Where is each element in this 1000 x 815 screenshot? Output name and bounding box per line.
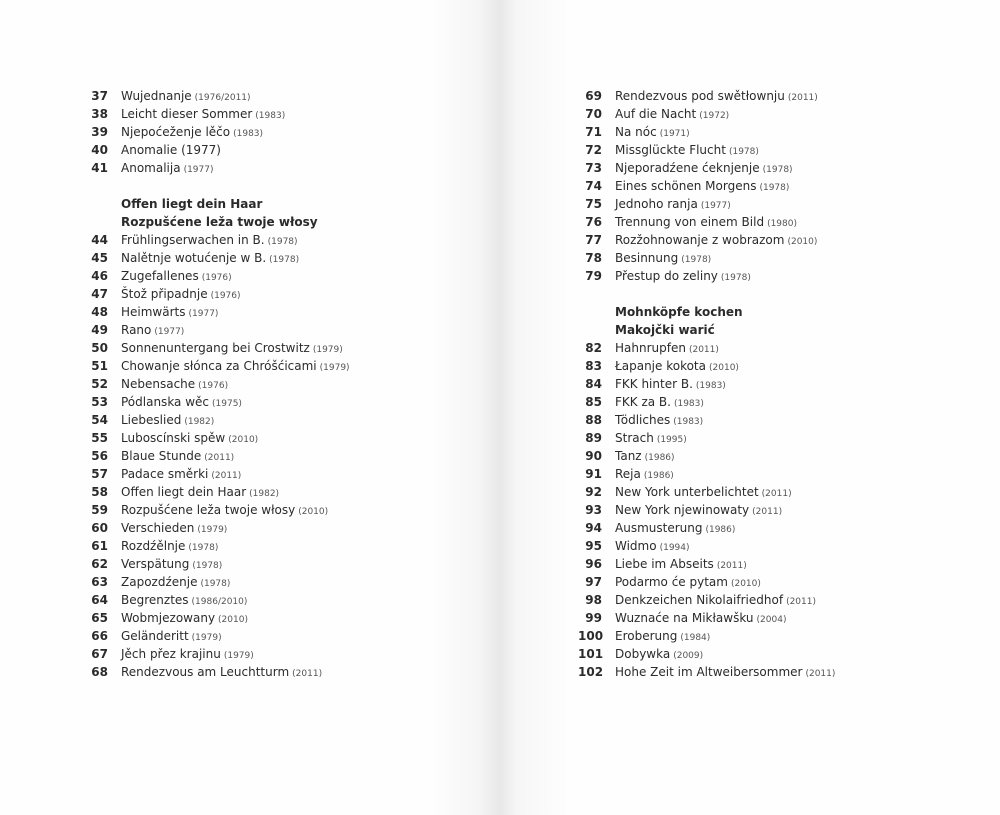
section-heading: Offen liegt dein Haar xyxy=(121,197,263,211)
entry-title: Rendezvous pod swětłownju xyxy=(615,89,785,103)
toc-entry xyxy=(578,447,835,465)
page-number: 61 xyxy=(91,539,108,553)
entry-title: Rozpušćene leža twoje włosy xyxy=(121,503,296,517)
entry-year: (1982) xyxy=(184,417,215,427)
toc-entry xyxy=(578,393,835,411)
toc-entry xyxy=(84,303,350,321)
right-page xyxy=(500,0,1000,815)
page-number: 73 xyxy=(585,161,602,175)
toc-left-column xyxy=(84,87,350,681)
entry-year: (1980) xyxy=(767,219,797,229)
entry-title: Denkzeichen Nikolaifriedhof xyxy=(615,593,784,607)
toc-entry xyxy=(84,663,350,681)
toc-entry xyxy=(84,105,350,123)
entry-title: New York njewinowaty xyxy=(615,503,750,517)
entry-title: FKK za B. xyxy=(615,395,671,409)
entry-year: (2011) xyxy=(716,561,747,571)
entry-title: Hahnrupfen xyxy=(615,341,686,355)
toc-entry xyxy=(578,555,835,573)
toc-entry xyxy=(84,591,350,609)
toc-entry xyxy=(84,375,350,393)
entry-year: (2010) xyxy=(730,579,761,589)
page-number: 89 xyxy=(585,431,602,445)
toc-entry xyxy=(578,627,835,645)
toc-entry xyxy=(578,249,835,267)
page-number: 70 xyxy=(585,107,602,121)
toc-entry xyxy=(84,447,350,465)
page-number: 49 xyxy=(91,323,108,337)
toc-entry xyxy=(578,663,835,681)
page-number: 78 xyxy=(585,251,602,265)
toc-entry xyxy=(578,483,835,501)
toc-entry xyxy=(578,159,835,177)
entry-title: Anomalija xyxy=(121,161,181,175)
entry-title: Eines schönen Morgens xyxy=(615,179,757,193)
entry-title: Auf die Nacht xyxy=(615,107,697,121)
entry-title: Begrenztes xyxy=(121,593,189,607)
toc-entry xyxy=(578,465,835,483)
entry-year: (1978) xyxy=(728,147,759,157)
toc-entry xyxy=(84,483,350,501)
toc-entry xyxy=(578,123,835,141)
entry-year: (1982) xyxy=(249,489,280,499)
entry-year: (1978) xyxy=(192,561,223,571)
entry-year: (2010) xyxy=(298,507,329,517)
page-number: 51 xyxy=(91,359,108,373)
toc-entry xyxy=(578,411,835,429)
entry-year: (1983) xyxy=(673,417,704,427)
entry-year: (2011) xyxy=(204,453,235,463)
entry-title: Hohe Zeit im Altweibersommer xyxy=(615,665,803,679)
page-number: 90 xyxy=(585,449,602,463)
entry-title: Rozdźělnje xyxy=(121,539,186,553)
toc-entry xyxy=(578,573,835,591)
entry-year: (2009) xyxy=(673,651,704,661)
page-number: 100 xyxy=(578,629,604,643)
toc-entry xyxy=(578,141,835,159)
entry-year: (1978) xyxy=(267,237,298,247)
entry-year: (1976) xyxy=(201,273,232,283)
toc-entry xyxy=(84,267,350,285)
entry-title: Liebe im Abseits xyxy=(615,557,714,571)
toc-entry xyxy=(578,213,835,231)
page-number: 71 xyxy=(585,125,602,139)
entry-year: (1976) xyxy=(198,381,229,391)
page-number: 44 xyxy=(91,233,108,247)
entry-year: (1978) xyxy=(762,165,793,175)
toc-entry xyxy=(578,231,835,249)
toc-entry xyxy=(84,429,350,447)
page-number: 91 xyxy=(585,467,602,481)
entry-title: Sonnenuntergang bei Crostwitz xyxy=(121,341,310,355)
entry-title: Rendezvous am Leuchtturm xyxy=(121,665,290,679)
entry-year: (2004) xyxy=(756,615,787,625)
section-spacer xyxy=(578,285,835,303)
entry-title: Jednoho ranja xyxy=(615,197,698,211)
page-number: 48 xyxy=(91,305,108,319)
entry-title: Wujednanje xyxy=(121,89,192,103)
page-number: 62 xyxy=(91,557,108,571)
page-number: 83 xyxy=(585,359,602,373)
entry-year: (1979) xyxy=(191,633,222,643)
toc-entry xyxy=(84,573,350,591)
entry-year: (1978) xyxy=(269,255,300,265)
toc-entry xyxy=(84,609,350,627)
entry-year: (1978) xyxy=(188,543,219,553)
page-number: 46 xyxy=(91,269,108,283)
entry-title: Pódlanska wěc xyxy=(121,395,210,409)
entry-year: (1986) xyxy=(644,453,675,463)
toc-entry xyxy=(578,375,835,393)
page-number: 76 xyxy=(585,215,602,229)
page-number: 47 xyxy=(91,287,108,301)
page-number: 39 xyxy=(91,125,108,139)
entry-title: Njepoćeženje lěčo xyxy=(121,125,231,139)
toc-right-column xyxy=(578,87,835,681)
page-number: 63 xyxy=(91,575,108,589)
entry-year: (1975) xyxy=(212,399,242,409)
page-number: 60 xyxy=(91,521,108,535)
page-number: 37 xyxy=(91,89,108,103)
toc-entry xyxy=(84,141,350,159)
page-number: 96 xyxy=(585,557,602,571)
entry-title: Heimwärts xyxy=(121,305,186,319)
entry-year: (1978) xyxy=(720,273,751,283)
entry-year: (1984) xyxy=(680,633,711,643)
entry-title: Zapozdźenje xyxy=(121,575,198,589)
entry-year: (2011) xyxy=(688,345,719,355)
page-number: 54 xyxy=(91,413,108,427)
page-number: 59 xyxy=(91,503,108,517)
entry-title: Besinnung xyxy=(615,251,679,265)
entry-title: Strach xyxy=(615,431,654,445)
page-number: 66 xyxy=(91,629,108,643)
entry-year: (1983) xyxy=(673,399,704,409)
entry-year: (2011) xyxy=(292,669,323,679)
entry-title: New York unterbelichtet xyxy=(615,485,759,499)
entry-title: Łapanje kokota xyxy=(615,359,706,373)
entry-year: (1994) xyxy=(659,543,690,553)
page-number: 40 xyxy=(91,143,108,157)
entry-title: Widmo xyxy=(615,539,657,553)
entry-year: (1976/2011) xyxy=(194,93,251,103)
entry-year: (1972) xyxy=(699,111,730,121)
entry-title: Jěch přez krajinu xyxy=(121,647,221,661)
entry-title: Anomalie (1977) xyxy=(121,143,221,157)
entry-title: Padace směrki xyxy=(121,467,209,481)
entry-year: (1986) xyxy=(643,471,674,481)
entry-title: Zugefallenes xyxy=(121,269,199,283)
page-number: 41 xyxy=(91,161,108,175)
page-number: 102 xyxy=(578,665,604,679)
entry-year: (2010) xyxy=(218,615,248,625)
page-number: 101 xyxy=(578,647,604,661)
entry-year: (1971) xyxy=(659,129,690,139)
entry-title: Offen liegt dein Haar xyxy=(121,485,247,499)
toc-entry xyxy=(578,267,835,285)
entry-year: (1978) xyxy=(681,255,712,265)
toc-entry xyxy=(84,393,350,411)
entry-year: (1977) xyxy=(183,165,214,175)
entry-year: (1979) xyxy=(312,345,343,355)
toc-entry xyxy=(84,501,350,519)
entry-title: Tödliches xyxy=(615,413,671,427)
entry-year: (1983) xyxy=(695,381,726,391)
entry-title: Njeporadźene ćeknjenje xyxy=(615,161,760,175)
page-number: 64 xyxy=(91,593,108,607)
toc-entry xyxy=(578,429,835,447)
page-number: 75 xyxy=(585,197,602,211)
entry-year: (1977) xyxy=(154,327,185,337)
toc-entry xyxy=(578,339,835,357)
entry-year: (2010) xyxy=(709,363,739,373)
toc-entry xyxy=(84,159,350,177)
entry-title: Luboscínski spěw xyxy=(121,431,226,445)
toc-entry xyxy=(84,339,350,357)
entry-year: (1983) xyxy=(255,111,286,121)
entry-title: Liebeslied xyxy=(121,413,182,427)
entry-year: (1977) xyxy=(188,309,219,319)
entry-year: (1979) xyxy=(223,651,254,661)
page-number: 55 xyxy=(91,431,108,445)
page-number: 58 xyxy=(91,485,108,499)
page-number: 95 xyxy=(585,539,602,553)
toc-entry xyxy=(578,105,835,123)
page-number: 82 xyxy=(585,341,602,355)
entry-title: Trennung von einem Bild xyxy=(615,215,765,229)
toc-entry xyxy=(84,519,350,537)
entry-title: Verschieden xyxy=(121,521,195,535)
toc-entry xyxy=(578,645,835,663)
toc-entry xyxy=(578,519,835,537)
entry-year: (1977) xyxy=(700,201,731,211)
page-number: 57 xyxy=(91,467,108,481)
entry-year: (1983) xyxy=(233,129,264,139)
toc-entry xyxy=(578,357,835,375)
page-number: 93 xyxy=(585,503,602,517)
entry-title: Rozžohnowanje z wobrazom xyxy=(615,233,785,247)
entry-title: Eroberung xyxy=(615,629,678,643)
entry-year: (1986) xyxy=(705,525,736,535)
toc-entry xyxy=(578,609,835,627)
entry-title: Nebensache xyxy=(121,377,196,391)
page-number: 68 xyxy=(91,665,108,679)
entry-title: Tanz xyxy=(615,449,642,463)
entry-year: (2011) xyxy=(786,597,816,607)
entry-title: Dobywka xyxy=(615,647,671,661)
page-number: 88 xyxy=(585,413,602,427)
entry-title: Verspätung xyxy=(121,557,190,571)
toc-entry xyxy=(84,285,350,303)
entry-title: Missglückte Flucht xyxy=(615,143,726,157)
toc-entry xyxy=(84,465,350,483)
toc-entry xyxy=(84,357,350,375)
entry-year: (2011) xyxy=(805,669,836,679)
entry-year: (2010) xyxy=(228,435,259,445)
toc-entry xyxy=(578,501,835,519)
entry-title: Wuznaće na Mikławšku xyxy=(615,611,754,625)
entry-title: Reja xyxy=(615,467,641,481)
page-number: 38 xyxy=(91,107,108,121)
entry-year: (2011) xyxy=(752,507,783,517)
entry-title: Na nóc xyxy=(615,125,657,139)
entry-year: (2010) xyxy=(787,237,818,247)
entry-title: Ausmusterung xyxy=(615,521,703,535)
entry-title: Podarmo će pytam xyxy=(615,575,728,589)
toc-entry xyxy=(84,537,350,555)
toc-entry xyxy=(84,411,350,429)
entry-title: Štož připadnje xyxy=(121,287,208,301)
toc-entry xyxy=(84,123,350,141)
entry-year: (1976) xyxy=(210,291,241,301)
page-number: 65 xyxy=(91,611,108,625)
toc-entry xyxy=(578,195,835,213)
toc-entry xyxy=(84,321,350,339)
entry-year: (2011) xyxy=(787,93,818,103)
page-number: 69 xyxy=(585,89,602,103)
toc-entry xyxy=(84,555,350,573)
page-number: 84 xyxy=(585,377,602,391)
page-number: 97 xyxy=(585,575,602,589)
section-spacer xyxy=(84,177,350,195)
toc-entry xyxy=(578,591,835,609)
page-number: 50 xyxy=(91,341,108,355)
entry-title: Wobmjezowany xyxy=(121,611,216,625)
page-number: 72 xyxy=(585,143,602,157)
page-number: 99 xyxy=(585,611,602,625)
entry-year: (2011) xyxy=(211,471,242,481)
entry-year: (1986/2010) xyxy=(191,597,248,607)
page-number: 56 xyxy=(91,449,108,463)
entry-year: (2011) xyxy=(761,489,792,499)
section-heading: Makojčki warić xyxy=(615,323,715,337)
entry-year: (1995) xyxy=(656,435,687,445)
entry-title: Rano xyxy=(121,323,152,337)
toc-entry xyxy=(84,627,350,645)
page-number: 77 xyxy=(585,233,602,247)
toc-entry xyxy=(84,87,350,105)
entry-title: Frühlingserwachen in B. xyxy=(121,233,265,247)
page-number: 94 xyxy=(585,521,602,535)
page-number: 52 xyxy=(91,377,108,391)
entry-year: (1979) xyxy=(319,363,350,373)
entry-title: Blaue Stunde xyxy=(121,449,202,463)
toc-entry xyxy=(84,249,350,267)
page-number: 67 xyxy=(91,647,108,661)
entry-year: (1979) xyxy=(197,525,228,535)
toc-entry xyxy=(84,231,350,249)
entry-title: Geländeritt xyxy=(121,629,189,643)
page-number: 98 xyxy=(585,593,602,607)
entry-title: Chowanje słónca za Chróšćicami xyxy=(121,359,317,373)
page-number: 79 xyxy=(585,269,602,283)
section-heading: Mohnköpfe kochen xyxy=(615,305,743,319)
entry-title: Nalětnje wotućenje w B. xyxy=(121,251,267,265)
toc-entry xyxy=(84,645,350,663)
entry-year: (1978) xyxy=(759,183,790,193)
page-number: 92 xyxy=(585,485,602,499)
entry-year: (1978) xyxy=(200,579,231,589)
page-number: 74 xyxy=(585,179,602,193)
entry-title: FKK hinter B. xyxy=(615,377,693,391)
toc-entry xyxy=(578,87,835,105)
entry-title: Leicht dieser Sommer xyxy=(121,107,253,121)
entry-title: Přestup do zeliny xyxy=(615,269,718,283)
section-heading: Rozpušćene leža twoje włosy xyxy=(121,215,318,229)
page-number: 53 xyxy=(91,395,108,409)
toc-entry xyxy=(578,537,835,555)
page-number: 45 xyxy=(91,251,108,265)
toc-entry xyxy=(578,177,835,195)
page-number: 85 xyxy=(585,395,602,409)
